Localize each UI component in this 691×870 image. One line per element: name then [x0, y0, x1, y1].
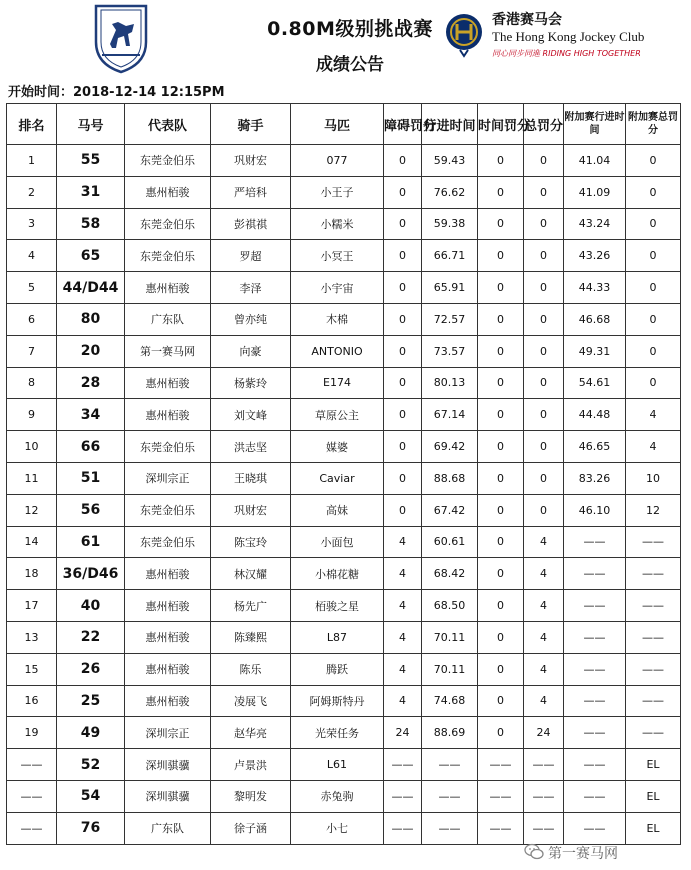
- cell-jumpoff-time: 83.26: [564, 462, 626, 494]
- cell-obstacle-penalty: 0: [384, 176, 422, 208]
- cell-time-penalty: 0: [478, 653, 524, 685]
- cell-run-time: 67.42: [422, 494, 478, 526]
- table-row: [7, 621, 681, 653]
- cell-jumpoff-time: ——: [564, 558, 626, 590]
- cell-jumpoff-time: 43.24: [564, 208, 626, 240]
- cell-run-time: 68.50: [422, 590, 478, 622]
- cell-run-time: ——: [422, 812, 478, 844]
- table-row: [7, 303, 681, 335]
- cell-horse: 木棉: [291, 303, 384, 335]
- cell-time-penalty: 0: [478, 494, 524, 526]
- cell-time-penalty: ——: [478, 780, 524, 812]
- cell-time-penalty: 0: [478, 526, 524, 558]
- cell-jumpoff-time: ——: [564, 590, 626, 622]
- cell-horse-no: 44/D44: [57, 272, 125, 304]
- cell-team: 惠州栢骏: [125, 399, 211, 431]
- cell-run-time: 66.71: [422, 240, 478, 272]
- column-header-horse: 马匹: [291, 104, 384, 145]
- cell-horse: 栢骏之星: [291, 590, 384, 622]
- cell-run-time: 74.68: [422, 685, 478, 717]
- cell-rider: 巩财宏: [211, 494, 291, 526]
- cell-rider: 严培科: [211, 176, 291, 208]
- table-row: [7, 462, 681, 494]
- cell-run-time: 65.91: [422, 272, 478, 304]
- cell-jumpoff-penalty: ——: [626, 526, 681, 558]
- cell-rider: 李泽: [211, 272, 291, 304]
- cell-run-time: 70.11: [422, 653, 478, 685]
- cell-total-penalty: 0: [524, 240, 564, 272]
- cell-time-penalty: 0: [478, 367, 524, 399]
- cell-team: 惠州栢骏: [125, 685, 211, 717]
- cell-obstacle-penalty: 0: [384, 240, 422, 272]
- cell-run-time: 59.38: [422, 208, 478, 240]
- cell-rank: 11: [7, 462, 57, 494]
- cell-rank: 1: [7, 145, 57, 177]
- cell-horse: E174: [291, 367, 384, 399]
- hkjc-name-chinese: 香港赛马会: [492, 12, 562, 28]
- cell-jumpoff-penalty: 0: [626, 335, 681, 367]
- cell-time-penalty: 0: [478, 145, 524, 177]
- cell-horse: 阿姆斯特丹: [291, 685, 384, 717]
- cell-jumpoff-time: ——: [564, 621, 626, 653]
- cell-obstacle-penalty: 4: [384, 653, 422, 685]
- cell-horse: 小王子: [291, 176, 384, 208]
- cell-rider: 徐子涵: [211, 812, 291, 844]
- cell-rider: 刘文峰: [211, 399, 291, 431]
- cell-horse: 小糯米: [291, 208, 384, 240]
- cell-horse-no: 40: [57, 590, 125, 622]
- start-time: 开始时间：2018-12-14 12:15PM: [8, 85, 225, 100]
- cell-obstacle-penalty: 0: [384, 272, 422, 304]
- cell-rank: 5: [7, 272, 57, 304]
- cell-total-penalty: ——: [524, 812, 564, 844]
- cell-horse-no: 28: [57, 367, 125, 399]
- cell-obstacle-penalty: 0: [384, 145, 422, 177]
- cell-time-penalty: ——: [478, 812, 524, 844]
- cell-obstacle-penalty: 4: [384, 526, 422, 558]
- cell-time-penalty: 0: [478, 590, 524, 622]
- cell-jumpoff-penalty: EL: [626, 812, 681, 844]
- cell-total-penalty: 4: [524, 621, 564, 653]
- header: [0, 0, 691, 80]
- cell-jumpoff-time: 41.04: [564, 145, 626, 177]
- table-header-row: [7, 104, 681, 145]
- cell-time-penalty: 0: [478, 208, 524, 240]
- table-body: [7, 145, 681, 845]
- cell-rider: 巩财宏: [211, 145, 291, 177]
- cell-rank: 17: [7, 590, 57, 622]
- cell-rank: 6: [7, 303, 57, 335]
- cell-jumpoff-penalty: 4: [626, 399, 681, 431]
- results-table-container: [6, 103, 680, 845]
- cell-jumpoff-penalty: ——: [626, 685, 681, 717]
- cell-rank: 16: [7, 685, 57, 717]
- cell-obstacle-penalty: ——: [384, 749, 422, 781]
- cell-horse-no: 25: [57, 685, 125, 717]
- cell-jumpoff-penalty: 0: [626, 176, 681, 208]
- cell-jumpoff-time: 41.09: [564, 176, 626, 208]
- cell-total-penalty: 24: [524, 717, 564, 749]
- cell-horse: 小七: [291, 812, 384, 844]
- cell-total-penalty: ——: [524, 749, 564, 781]
- cell-team: 深圳骐骥: [125, 749, 211, 781]
- cell-total-penalty: 0: [524, 399, 564, 431]
- table-row: [7, 558, 681, 590]
- cell-rider: 陈臻熙: [211, 621, 291, 653]
- cell-rider: 黎明发: [211, 780, 291, 812]
- cell-time-penalty: 0: [478, 335, 524, 367]
- cell-jumpoff-penalty: EL: [626, 780, 681, 812]
- cell-horse: 小面包: [291, 526, 384, 558]
- cell-team: 东莞金伯乐: [125, 240, 211, 272]
- column-header-total-penalty: 总罚分: [524, 104, 564, 145]
- cell-rank: 9: [7, 399, 57, 431]
- cell-obstacle-penalty: 0: [384, 431, 422, 463]
- table-row: [7, 780, 681, 812]
- cell-rider: 王晓琪: [211, 462, 291, 494]
- table-row: [7, 685, 681, 717]
- cell-rider: 杨先广: [211, 590, 291, 622]
- cell-total-penalty: 4: [524, 653, 564, 685]
- cell-jumpoff-time: 46.65: [564, 431, 626, 463]
- cell-jumpoff-time: ——: [564, 780, 626, 812]
- cell-rank: 2: [7, 176, 57, 208]
- cell-jumpoff-time: 49.31: [564, 335, 626, 367]
- cell-run-time: 80.13: [422, 367, 478, 399]
- cell-horse-no: 66: [57, 431, 125, 463]
- cell-run-time: 88.69: [422, 717, 478, 749]
- cell-team: 东莞金伯乐: [125, 208, 211, 240]
- cell-horse: 草原公主: [291, 399, 384, 431]
- table-row: [7, 240, 681, 272]
- cell-obstacle-penalty: 0: [384, 208, 422, 240]
- cell-jumpoff-time: ——: [564, 812, 626, 844]
- cell-horse-no: 31: [57, 176, 125, 208]
- cell-obstacle-penalty: ——: [384, 780, 422, 812]
- cell-total-penalty: 0: [524, 494, 564, 526]
- cell-obstacle-penalty: 0: [384, 303, 422, 335]
- cell-jumpoff-penalty: ——: [626, 558, 681, 590]
- cell-total-penalty: 4: [524, 558, 564, 590]
- cell-rider: 凌展飞: [211, 685, 291, 717]
- cell-time-penalty: 0: [478, 399, 524, 431]
- watermark-text: 第一赛马网: [548, 846, 618, 862]
- cell-obstacle-penalty: 24: [384, 717, 422, 749]
- cell-rider: 罗超: [211, 240, 291, 272]
- cell-total-penalty: 0: [524, 367, 564, 399]
- cell-horse-no: 36/D46: [57, 558, 125, 590]
- cell-jumpoff-penalty: 0: [626, 303, 681, 335]
- cell-obstacle-penalty: 0: [384, 462, 422, 494]
- cell-horse: Caviar: [291, 462, 384, 494]
- cell-horse-no: 55: [57, 145, 125, 177]
- column-header-jumpoff-time: 附加赛行进时间: [564, 104, 626, 145]
- column-header-jumpoff-penalty: 附加赛总罚分: [626, 104, 681, 145]
- cell-team: 惠州栢骏: [125, 272, 211, 304]
- cell-total-penalty: 0: [524, 208, 564, 240]
- cell-time-penalty: 0: [478, 176, 524, 208]
- cell-jumpoff-time: ——: [564, 685, 626, 717]
- cell-obstacle-penalty: 0: [384, 367, 422, 399]
- cell-horse-no: 58: [57, 208, 125, 240]
- table-row: [7, 145, 681, 177]
- cell-rank: ——: [7, 749, 57, 781]
- cell-run-time: 73.57: [422, 335, 478, 367]
- cell-jumpoff-time: ——: [564, 653, 626, 685]
- cell-horse: 小冥王: [291, 240, 384, 272]
- column-header-time-penalty: 时间罚分: [478, 104, 524, 145]
- table-row: [7, 653, 681, 685]
- cell-team: 惠州栢骏: [125, 590, 211, 622]
- cell-jumpoff-penalty: 0: [626, 145, 681, 177]
- cell-team: 惠州栢骏: [125, 367, 211, 399]
- cell-time-penalty: 0: [478, 462, 524, 494]
- cell-time-penalty: 0: [478, 717, 524, 749]
- cell-total-penalty: ——: [524, 780, 564, 812]
- cell-total-penalty: 0: [524, 176, 564, 208]
- cell-obstacle-penalty: ——: [384, 812, 422, 844]
- cell-jumpoff-time: 46.68: [564, 303, 626, 335]
- cell-obstacle-penalty: 4: [384, 621, 422, 653]
- cell-time-penalty: 0: [478, 431, 524, 463]
- cell-run-time: 59.43: [422, 145, 478, 177]
- cell-obstacle-penalty: 0: [384, 494, 422, 526]
- cell-horse: 077: [291, 145, 384, 177]
- cell-jumpoff-time: ——: [564, 526, 626, 558]
- cell-horse-no: 26: [57, 653, 125, 685]
- cell-team: 深圳宗正: [125, 462, 211, 494]
- cell-horse: 腾跃: [291, 653, 384, 685]
- column-header-run-time: 行进时间: [422, 104, 478, 145]
- column-header-team: 代表队: [125, 104, 211, 145]
- cell-rider: 林汉耀: [211, 558, 291, 590]
- cell-team: 广东队: [125, 812, 211, 844]
- cell-horse: 高妹: [291, 494, 384, 526]
- cell-horse: 媒婆: [291, 431, 384, 463]
- results-table: [6, 103, 681, 845]
- cell-run-time: ——: [422, 780, 478, 812]
- cell-jumpoff-time: 54.61: [564, 367, 626, 399]
- cell-time-penalty: 0: [478, 621, 524, 653]
- cell-horse-no: 20: [57, 335, 125, 367]
- cell-rank: 7: [7, 335, 57, 367]
- cell-rank: 18: [7, 558, 57, 590]
- cell-run-time: 69.42: [422, 431, 478, 463]
- cell-horse: 光荣任务: [291, 717, 384, 749]
- cell-rider: 陈乐: [211, 653, 291, 685]
- cell-time-penalty: ——: [478, 749, 524, 781]
- cell-total-penalty: 0: [524, 145, 564, 177]
- cell-rider: 卢景洪: [211, 749, 291, 781]
- cell-horse-no: 34: [57, 399, 125, 431]
- cell-team: 惠州栢骏: [125, 558, 211, 590]
- cell-jumpoff-time: ——: [564, 717, 626, 749]
- cell-jumpoff-penalty: ——: [626, 621, 681, 653]
- cell-horse-no: 51: [57, 462, 125, 494]
- cell-run-time: 76.62: [422, 176, 478, 208]
- cell-total-penalty: 0: [524, 431, 564, 463]
- page-title: 0.80M级别挑战赛: [267, 18, 433, 40]
- cell-obstacle-penalty: 0: [384, 399, 422, 431]
- cell-rank: ——: [7, 812, 57, 844]
- cell-rank: 10: [7, 431, 57, 463]
- cell-horse-no: 22: [57, 621, 125, 653]
- cell-team: 第一赛马网: [125, 335, 211, 367]
- hkjc-name-english: The Hong Kong Jockey Club: [492, 29, 645, 44]
- cell-run-time: 60.61: [422, 526, 478, 558]
- table-row: [7, 335, 681, 367]
- column-header-horse-no: 马号: [57, 104, 125, 145]
- table-row: [7, 176, 681, 208]
- table-row: [7, 399, 681, 431]
- cell-horse-no: 76: [57, 812, 125, 844]
- cell-obstacle-penalty: 4: [384, 558, 422, 590]
- cell-obstacle-penalty: 0: [384, 335, 422, 367]
- cell-horse-no: 52: [57, 749, 125, 781]
- cell-jumpoff-penalty: 0: [626, 208, 681, 240]
- cell-rider: 陈宝玲: [211, 526, 291, 558]
- cell-rank: 13: [7, 621, 57, 653]
- cell-jumpoff-time: ——: [564, 749, 626, 781]
- cell-rank: 14: [7, 526, 57, 558]
- cell-run-time: 67.14: [422, 399, 478, 431]
- cell-total-penalty: 4: [524, 590, 564, 622]
- cell-jumpoff-penalty: 0: [626, 367, 681, 399]
- cell-team: 惠州栢骏: [125, 653, 211, 685]
- cell-run-time: ——: [422, 749, 478, 781]
- cell-rank: 15: [7, 653, 57, 685]
- cell-team: 深圳宗正: [125, 717, 211, 749]
- cell-total-penalty: 0: [524, 303, 564, 335]
- cell-time-penalty: 0: [478, 303, 524, 335]
- cell-horse: ANTONIO: [291, 335, 384, 367]
- table-row: [7, 208, 681, 240]
- hkjc-slogan: 同心同步同進 RIDING HIGH TOGETHER: [492, 49, 641, 58]
- cell-horse-no: 61: [57, 526, 125, 558]
- cell-team: 东莞金伯乐: [125, 526, 211, 558]
- cell-horse: L87: [291, 621, 384, 653]
- cell-obstacle-penalty: 4: [384, 590, 422, 622]
- table-row: [7, 272, 681, 304]
- cell-total-penalty: 0: [524, 272, 564, 304]
- cell-horse: 小棉花糖: [291, 558, 384, 590]
- cell-rider: 彭祺祺: [211, 208, 291, 240]
- cell-jumpoff-penalty: 12: [626, 494, 681, 526]
- cell-jumpoff-penalty: EL: [626, 749, 681, 781]
- cell-time-penalty: 0: [478, 558, 524, 590]
- cell-jumpoff-penalty: ——: [626, 717, 681, 749]
- hkjc-emblem-icon: [444, 10, 484, 58]
- cell-jumpoff-penalty: ——: [626, 653, 681, 685]
- cell-run-time: 72.57: [422, 303, 478, 335]
- cell-run-time: 70.11: [422, 621, 478, 653]
- cell-horse-no: 49: [57, 717, 125, 749]
- cell-jumpoff-time: 43.26: [564, 240, 626, 272]
- cell-jumpoff-penalty: 10: [626, 462, 681, 494]
- cell-rider: 向豪: [211, 335, 291, 367]
- equestrian-association-emblem-icon: [82, 2, 160, 74]
- cell-total-penalty: 4: [524, 685, 564, 717]
- cell-horse: 小宇宙: [291, 272, 384, 304]
- cell-rank: 3: [7, 208, 57, 240]
- cell-jumpoff-penalty: 4: [626, 431, 681, 463]
- wechat-icon: [524, 843, 544, 861]
- cell-jumpoff-time: 46.10: [564, 494, 626, 526]
- table-row: [7, 494, 681, 526]
- cell-horse-no: 54: [57, 780, 125, 812]
- cell-team: 惠州栢骏: [125, 621, 211, 653]
- cell-obstacle-penalty: 4: [384, 685, 422, 717]
- column-header-rider: 骑手: [211, 104, 291, 145]
- cell-team: 东莞金伯乐: [125, 431, 211, 463]
- cell-jumpoff-time: 44.33: [564, 272, 626, 304]
- table-row: [7, 717, 681, 749]
- page-subtitle: 成绩公告: [316, 55, 384, 75]
- table-row: [7, 431, 681, 463]
- cell-rider: 曾亦纯: [211, 303, 291, 335]
- cell-rider: 杨紫玲: [211, 367, 291, 399]
- cell-rank: 19: [7, 717, 57, 749]
- cell-rank: 12: [7, 494, 57, 526]
- cell-run-time: 68.42: [422, 558, 478, 590]
- cell-total-penalty: 0: [524, 462, 564, 494]
- cell-jumpoff-penalty: ——: [626, 590, 681, 622]
- cell-team: 广东队: [125, 303, 211, 335]
- cell-horse: 赤兔驹: [291, 780, 384, 812]
- cell-horse-no: 56: [57, 494, 125, 526]
- cell-total-penalty: 0: [524, 335, 564, 367]
- cell-jumpoff-penalty: 0: [626, 240, 681, 272]
- cell-jumpoff-penalty: 0: [626, 272, 681, 304]
- cell-rider: 赵华亮: [211, 717, 291, 749]
- cell-horse-no: 65: [57, 240, 125, 272]
- cell-run-time: 88.68: [422, 462, 478, 494]
- cell-team: 深圳骐骥: [125, 780, 211, 812]
- cell-team: 东莞金伯乐: [125, 145, 211, 177]
- cell-total-penalty: 4: [524, 526, 564, 558]
- cell-team: 东莞金伯乐: [125, 494, 211, 526]
- cell-horse: L61: [291, 749, 384, 781]
- column-header-rank: 排名: [7, 104, 57, 145]
- cell-time-penalty: 0: [478, 685, 524, 717]
- cell-rank: 4: [7, 240, 57, 272]
- table-row: [7, 367, 681, 399]
- table-row: [7, 526, 681, 558]
- table-row: [7, 590, 681, 622]
- cell-rank: 8: [7, 367, 57, 399]
- cell-rank: ——: [7, 780, 57, 812]
- cell-jumpoff-time: 44.48: [564, 399, 626, 431]
- cell-time-penalty: 0: [478, 272, 524, 304]
- cell-rider: 洪志坚: [211, 431, 291, 463]
- column-header-obstacle-penalty: 障碍罚分: [384, 104, 422, 145]
- cell-team: 惠州栢骏: [125, 176, 211, 208]
- table-row: [7, 749, 681, 781]
- cell-horse-no: 80: [57, 303, 125, 335]
- table-row: [7, 812, 681, 844]
- cell-time-penalty: 0: [478, 240, 524, 272]
